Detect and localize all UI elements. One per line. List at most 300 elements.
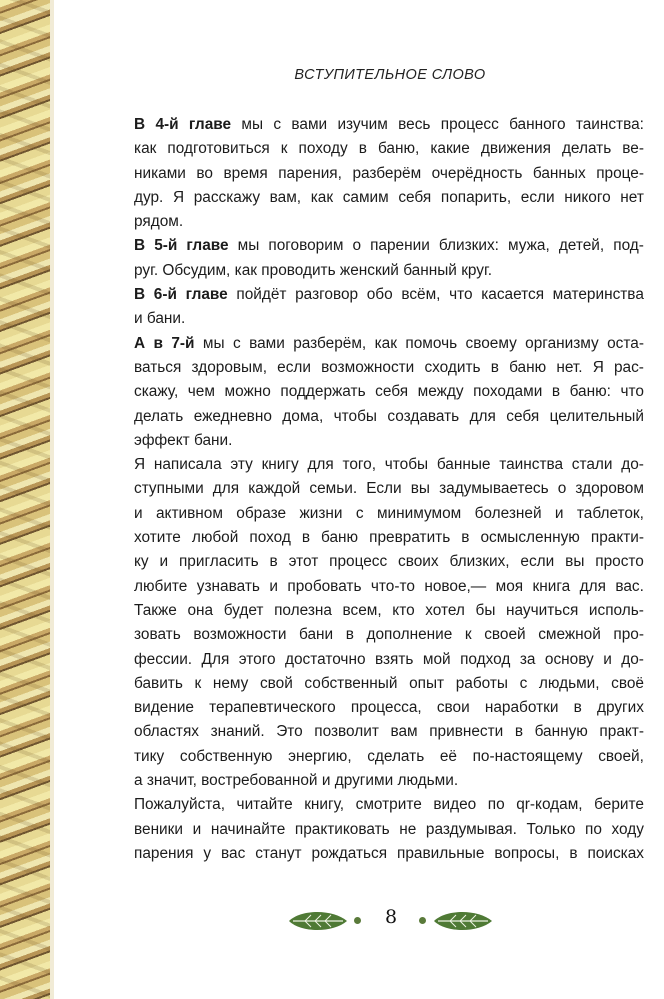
word: парении [370,237,430,255]
word: до- [621,650,644,668]
word: этот [288,553,319,571]
text-line [134,380,644,404]
word: по-настоящему [472,747,583,765]
word: задумываетесь [439,480,549,498]
bold-word: В [134,237,146,255]
word: разберём [352,164,422,182]
word: превратить [369,529,451,547]
word: достаточно [285,650,366,668]
bold-word: В [134,286,146,304]
word: чтобы [333,407,377,425]
word: моя [495,577,524,595]
text-line [134,137,644,161]
word: и [134,310,143,328]
text-line [134,186,644,210]
word: мы [202,334,225,352]
word: по [487,796,505,814]
word: свои [436,699,470,717]
word: любой [191,529,239,547]
word: о [557,480,567,498]
bold-word: В [134,116,146,133]
word: проце- [596,164,644,182]
word: взять [374,650,414,668]
word: узнавать [196,577,260,595]
word: себя [506,407,540,425]
word: дур. [134,188,164,206]
word: жизни [299,504,343,522]
text-line [134,210,644,234]
word: в [490,358,499,376]
word: разговор [295,286,359,304]
word: знаний. [210,723,265,741]
text-line [134,842,644,866]
text-line [134,623,644,647]
word: для [212,480,240,498]
word: и [159,553,169,571]
word: под- [613,237,644,255]
word: бани. [194,431,233,449]
word: чтобы [384,456,429,474]
word: до- [621,456,644,474]
word: вами [249,334,285,352]
word: касается [481,286,545,304]
word: проводить [261,261,336,279]
text-line [134,477,644,501]
text-line [134,769,644,793]
word: вам [390,723,418,741]
word: здоровым, [191,358,267,376]
word: видение [134,699,194,717]
word: банного [509,116,566,133]
word: с [273,116,282,133]
word: в [569,844,578,862]
bold-word: 4-й [155,116,179,133]
word: терапевтического [209,699,336,717]
word: таинства [499,456,564,474]
word: и [134,504,143,522]
word: qr-кодам, [516,796,583,814]
word: раздумывая. [425,820,517,838]
text-line [134,648,644,672]
word: правильные [397,844,485,862]
word: как [134,140,157,158]
word: если [520,188,555,206]
word: с [232,334,241,352]
word: круг. [461,261,493,279]
word: своей [484,626,526,644]
word: кто [392,601,415,619]
word: в [461,529,470,547]
word: болезней [474,504,542,522]
text-line [134,259,644,283]
word: пригласить [178,553,259,571]
word: Я [172,188,185,206]
word: движения [480,140,551,158]
word: мы [237,237,260,255]
word: баню [321,529,359,547]
word: книга [532,577,571,595]
word: банный [403,261,457,279]
decorative-border [0,0,50,999]
text-line [134,793,644,817]
word: создавать [387,407,460,425]
word: если [520,553,555,571]
word: читайте [236,796,293,814]
word: оста- [607,334,644,352]
bold-word: 5-й [154,237,178,255]
word: весь [398,116,431,133]
word: у [203,844,212,862]
word: в [301,529,311,547]
word: научиться [506,601,579,619]
word: руг. [134,261,159,279]
word: сделать [367,747,425,765]
page-number: 8 [384,906,398,928]
word: за [519,650,536,668]
word: опыт [409,674,445,692]
word: рождаться [311,844,388,862]
word: семьи. [309,480,358,498]
word: организму [525,334,599,352]
body-text [134,113,644,866]
word: скажу, [134,383,179,401]
word: берите [594,796,644,814]
bold-word: главе [185,286,228,304]
word: Для [201,650,230,668]
word: других [596,699,644,717]
word: своих [398,553,439,571]
word: какие [430,140,470,158]
word: подход [460,650,511,668]
word: процесса, [350,699,422,717]
leaf-right-icon [432,909,494,933]
word: рас- [613,358,644,376]
word: станут [255,844,302,862]
word: близких, [449,553,510,571]
text-line [134,405,644,429]
bold-word: главе [188,116,232,133]
word: что [449,286,473,304]
word: таинства: [575,116,644,133]
word: походу [298,140,348,158]
text-line [134,113,644,137]
word: Пожалуйста, [134,796,225,814]
word: будет [223,601,264,619]
text-line [134,307,644,331]
word: делать [134,407,184,425]
word: попарить, [440,188,512,206]
word: поговорим [268,237,344,255]
word: собственную [179,747,273,765]
word: нет [620,188,644,206]
text-line [134,696,644,720]
bold-word: 7-й [171,334,195,352]
word: основу [544,650,594,668]
running-head: ВСТУПИТЕЛЬНОЕ СЛОВО [294,67,486,83]
word: здоровом [575,480,644,498]
word: между [417,383,464,401]
word: другими [334,772,394,790]
word: бавить [134,674,183,692]
word: собственный [304,674,398,692]
word: можно [224,383,271,401]
word: и [321,772,331,790]
word: если [277,358,311,376]
word: ваться [134,358,182,376]
word: материнства [552,286,644,304]
word: всём, [401,286,441,304]
word: людьми, [538,674,600,692]
text-line [134,332,644,356]
word: для [579,577,606,595]
word: вопросы, [494,844,560,862]
word: банную [534,723,588,741]
word: в [514,723,524,741]
word: таблеток, [576,504,644,522]
text-line [134,453,644,477]
word: мы [241,116,264,133]
ornament-dot-left [354,917,361,924]
word: ежедневно [193,407,272,425]
word: парения, [278,164,342,182]
word: своей, [598,747,644,765]
word: стали [571,456,613,474]
text-line [134,356,644,380]
word: своему [465,334,517,352]
word: веники [134,820,183,838]
word: ку [134,553,149,571]
word: бани. [146,310,186,328]
word: с [519,674,528,692]
text-line [134,162,644,186]
word: книгу [261,456,299,474]
word: вы [565,553,585,571]
page-footer [0,905,664,939]
word: вам, [269,188,302,206]
word: начинайте [210,820,286,838]
word: всем, [342,601,382,619]
word: мужа, [508,237,550,255]
text-line [134,502,644,526]
word: образе [236,504,287,522]
word: Обсудим, [162,261,231,279]
word: ходу [611,820,644,838]
word: с [355,504,364,522]
word: как [234,261,257,279]
word: людьми. [397,772,459,790]
word: баню, [377,140,420,158]
word: работы [455,674,508,692]
word: фессии. [134,650,193,668]
word: для [469,407,496,425]
word: что [620,383,644,401]
word: вас. [615,577,644,595]
word: процесс [329,553,388,571]
word: время [223,164,268,182]
text-line [134,818,644,842]
word: тику [134,747,165,765]
word: позволит [314,723,379,741]
word: к [194,674,202,692]
word: обо [366,286,393,304]
word: в [345,626,354,644]
word: свой [259,674,293,692]
word: походами [473,383,543,401]
word: нет. [556,358,583,376]
word: банные [436,456,491,474]
word: делать [561,140,612,158]
word: просто [595,553,644,571]
word: вас [221,844,246,862]
text-line [134,745,644,769]
text-line [134,720,644,744]
text-line [134,550,644,574]
word: ве- [622,140,644,158]
word: в [358,140,367,158]
word: пойдёт [236,286,287,304]
word: себя [375,383,409,401]
word: вы [410,480,430,498]
word: хотите [134,529,181,547]
text-line [134,234,644,258]
word: и [554,504,564,522]
word: она [187,601,214,619]
word: написала [153,456,222,474]
word: хотел [425,601,465,619]
word: её [439,747,457,765]
word: самим [342,188,389,206]
word: ступными [134,480,204,498]
word: привнести [429,723,504,741]
word: подготовиться [167,140,270,158]
word: этого [238,650,276,668]
word: нему [212,674,249,692]
word: банных [532,164,586,182]
word: вами [291,116,328,133]
word: своё [611,674,644,692]
word: и [192,820,202,838]
text-line [134,283,644,307]
word: Если [366,480,402,498]
word: возможности [193,626,287,644]
word: дома, [282,407,324,425]
word: смотрите [355,796,422,814]
word: как [310,188,334,206]
word: мой [422,650,451,668]
border-edge [50,0,54,999]
word: и [603,650,612,668]
ornament-dot-right [419,917,426,924]
word: к [280,140,288,158]
word: практ- [599,723,644,741]
word: осмысленную [480,529,580,547]
word: эффект [134,431,190,449]
word: эту [230,456,253,474]
word: для [307,456,334,474]
word: значит, [146,772,197,790]
word: Это [276,723,303,741]
word: поход [249,529,291,547]
word: чем [187,383,215,401]
word: помочь [405,334,458,352]
word: целительный [549,407,644,425]
word: и [269,577,278,595]
word: по [585,820,602,838]
word: полезна [274,601,332,619]
word: книгу, [304,796,345,814]
word: минимумом [376,504,462,522]
word: не [399,820,417,838]
word: близких: [438,237,499,255]
word: Я [592,358,604,376]
word: смежной [538,626,601,644]
word: разберём, [293,334,367,352]
bold-word: в [153,334,163,352]
word: Также [134,601,177,619]
word: сходить [424,358,481,376]
word: бани [299,626,334,644]
word: себя [398,188,432,206]
word: областях [134,723,199,741]
word: Только [526,820,576,838]
word: пробовать [287,577,362,595]
word: о [352,237,362,255]
word: видео [433,796,477,814]
word: того, [342,456,377,474]
text-line [134,575,644,599]
word: к [464,626,472,644]
word: парения [134,844,194,862]
word: поисках [587,844,644,862]
word: изучим [337,116,388,133]
text-line [134,526,644,550]
word: практиковать [294,820,390,838]
word: как [374,334,397,352]
word: энергию, [288,747,352,765]
word: в [269,553,278,571]
bold-word: 6-й [153,286,177,304]
word: детей, [558,237,605,255]
word: новое,— [424,577,487,595]
word: никами [134,164,186,182]
word: во [196,164,213,182]
text-line [134,429,644,453]
word: в [573,699,582,717]
word: расскажу [193,188,261,206]
word: женский [339,261,399,279]
word: Я [134,456,146,474]
word: бы [475,601,496,619]
word: возможности [321,358,415,376]
word: а [134,772,143,790]
text-line [134,672,644,696]
bold-word: А [134,334,146,352]
word: практи- [590,529,644,547]
word: активном [155,504,223,522]
word: никого [564,188,611,206]
word: поддержать [280,383,366,401]
word: баню: [569,383,611,401]
bold-word: главе [186,237,229,255]
word: про- [613,626,644,644]
word: каждой [248,480,301,498]
word: процесс [440,116,499,133]
word: дополнение [366,626,453,644]
word: очерёдность [431,164,523,182]
word: исполь- [588,601,644,619]
leaf-left-icon [287,909,349,933]
word: баню [509,358,547,376]
